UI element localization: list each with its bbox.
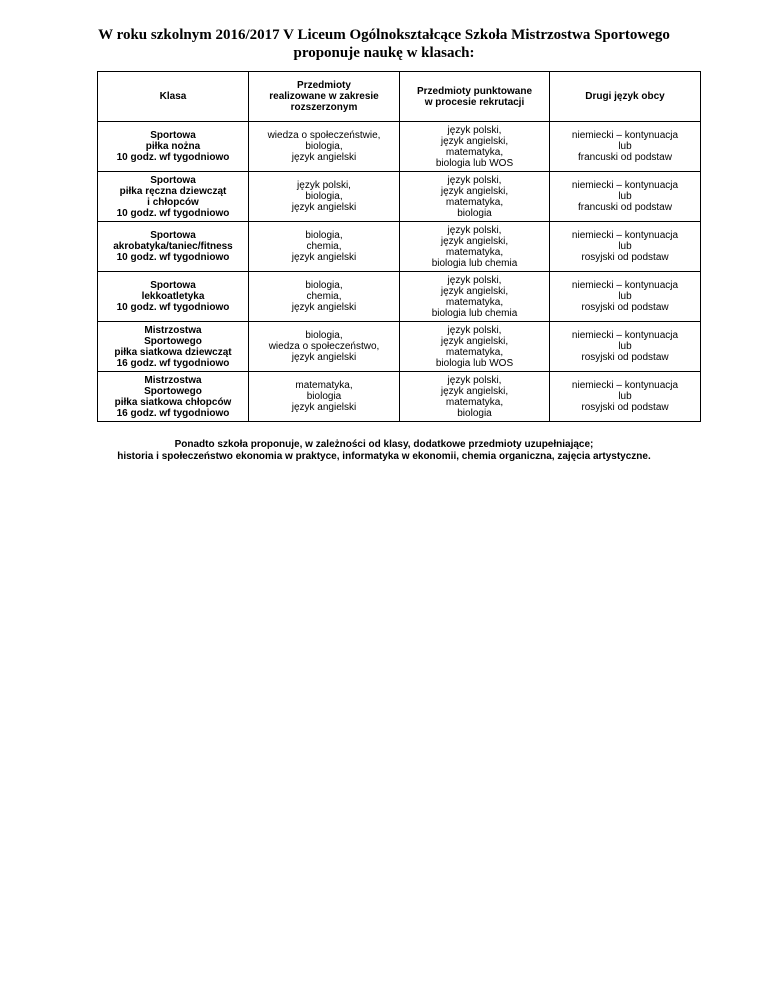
cell-line: niemiecki – kontynuacja bbox=[571, 180, 679, 191]
cell-line: biologia lub chemia bbox=[431, 307, 518, 319]
cell-line: język angielski bbox=[291, 302, 357, 313]
header-cell bbox=[550, 72, 701, 122]
cell-line: matematyka, bbox=[445, 296, 504, 308]
cell-line: 16 godz. wf tygodniowo bbox=[116, 357, 230, 369]
cell-line: Sportowego bbox=[144, 335, 202, 347]
cell-line: biologia lub WOS bbox=[435, 357, 514, 369]
header-cell bbox=[98, 72, 249, 122]
classes-table bbox=[97, 71, 701, 422]
cell-line: Drugi język obcy bbox=[585, 91, 665, 102]
cell-line: matematyka, bbox=[445, 196, 504, 208]
cell-line: wiedza o społeczeństwie, bbox=[267, 130, 381, 141]
cell-line: niemiecki – kontynuacja bbox=[571, 280, 679, 291]
scored-subjects-cell bbox=[400, 222, 550, 272]
extended-subjects-cell bbox=[249, 122, 400, 172]
cell-line: Mistrzostwa bbox=[144, 374, 202, 386]
cell-line: rozszerzonym bbox=[290, 102, 358, 113]
cell-line: biologia, bbox=[305, 191, 343, 202]
class-cell bbox=[98, 322, 249, 372]
cell-line: język polski, bbox=[297, 180, 351, 191]
cell-line: Sportowa bbox=[150, 280, 196, 291]
cell-line: Sportowa bbox=[150, 130, 196, 141]
second-language-cell bbox=[550, 222, 701, 272]
cell-line: 10 godz. wf tygodniowo bbox=[116, 152, 230, 163]
header-cell bbox=[249, 72, 400, 122]
title-line-2: proponuje naukę w klasach: bbox=[293, 45, 475, 61]
table-row bbox=[98, 272, 701, 322]
cell-line: język angielski, bbox=[440, 185, 509, 197]
table-row bbox=[98, 122, 701, 172]
cell-line: biologia, bbox=[305, 230, 343, 241]
cell-line: Sportowa bbox=[150, 174, 196, 186]
cell-line: biologia lub WOS bbox=[435, 157, 514, 169]
cell-line: biologia, bbox=[305, 330, 343, 341]
title-line-1: W roku szkolnym 2016/2017 V Liceum Ogólnokształcące Szkoła Mistrzostwa Sportowego bbox=[98, 27, 670, 43]
scored-subjects-cell bbox=[400, 322, 550, 372]
cell-line: i chłopców bbox=[147, 196, 199, 208]
cell-line: chemia, bbox=[306, 291, 342, 302]
class-cell bbox=[98, 222, 249, 272]
cell-line: biologia bbox=[457, 207, 492, 219]
cell-line: język polski, bbox=[447, 124, 502, 136]
cell-line: matematyka, bbox=[445, 346, 504, 358]
cell-line: rosyjski od podstaw bbox=[581, 302, 669, 313]
header-cell bbox=[400, 72, 550, 122]
table-row bbox=[98, 222, 701, 272]
cell-line: język angielski, bbox=[440, 335, 509, 347]
extended-subjects-cell bbox=[249, 222, 400, 272]
cell-line: 10 godz. wf tygodniowo bbox=[116, 207, 230, 219]
cell-line: matematyka, bbox=[445, 246, 504, 258]
cell-line: 10 godz. wf tygodniowo bbox=[116, 302, 230, 313]
cell-line: język polski, bbox=[447, 174, 502, 186]
cell-line: lub bbox=[618, 391, 632, 402]
cell-line: język angielski bbox=[291, 402, 357, 413]
cell-line: lekkoatletyka bbox=[141, 291, 205, 302]
cell-line: niemiecki – kontynuacja bbox=[571, 380, 679, 391]
table-row bbox=[98, 172, 701, 222]
cell-line: biologia, bbox=[305, 280, 343, 291]
cell-line: język angielski, bbox=[440, 385, 509, 397]
second-language-cell bbox=[550, 122, 701, 172]
scored-subjects-cell bbox=[400, 272, 550, 322]
cell-line: niemiecki – kontynuacja bbox=[571, 330, 679, 341]
cell-line: biologia bbox=[306, 391, 342, 402]
footer-note bbox=[0, 439, 768, 463]
class-cell bbox=[98, 372, 249, 422]
cell-line: język polski, bbox=[447, 274, 502, 286]
classes-table-body bbox=[98, 72, 701, 422]
cell-line: chemia, bbox=[306, 241, 342, 252]
cell-line: piłka siatkowa dziewcząt bbox=[114, 346, 232, 358]
cell-line: francuski od podstaw bbox=[578, 202, 672, 213]
scored-subjects-cell bbox=[400, 122, 550, 172]
cell-line: lub bbox=[618, 291, 632, 302]
cell-line: język angielski bbox=[291, 152, 357, 163]
cell-line: wiedza o społeczeństwo, bbox=[268, 341, 380, 352]
second-language-cell bbox=[550, 322, 701, 372]
cell-line: Przedmioty bbox=[297, 80, 351, 91]
extended-subjects-cell bbox=[249, 272, 400, 322]
cell-line: język polski, bbox=[447, 324, 502, 336]
cell-line: niemiecki – kontynuacja bbox=[571, 130, 679, 141]
cell-line: Przedmioty punktowane bbox=[416, 85, 532, 97]
class-cell bbox=[98, 272, 249, 322]
cell-line: lub bbox=[618, 141, 632, 152]
cell-line: biologia lub chemia bbox=[431, 257, 518, 269]
cell-line: język polski, bbox=[447, 224, 502, 236]
cell-line: biologia bbox=[457, 407, 492, 419]
cell-line: piłka nożna bbox=[145, 141, 201, 152]
cell-line: język polski, bbox=[447, 374, 502, 386]
second-language-cell bbox=[550, 172, 701, 222]
class-cell bbox=[98, 172, 249, 222]
extended-subjects-cell bbox=[249, 172, 400, 222]
cell-line: matematyka, bbox=[445, 146, 504, 158]
extended-subjects-cell bbox=[249, 372, 400, 422]
cell-line: rosyjski od podstaw bbox=[581, 352, 669, 363]
cell-line: lub bbox=[618, 191, 632, 202]
cell-line: Klasa bbox=[159, 91, 187, 102]
cell-line: realizowane w zakresie bbox=[269, 91, 379, 102]
cell-line: 16 godz. wf tygodniowo bbox=[116, 407, 230, 419]
table-row bbox=[98, 322, 701, 372]
cell-line: w procesie rekrutacji bbox=[424, 96, 525, 108]
cell-line: piłka siatkowa chłopców bbox=[114, 396, 232, 408]
cell-line: język angielski, bbox=[440, 285, 509, 297]
extended-subjects-cell bbox=[249, 322, 400, 372]
table-row bbox=[98, 372, 701, 422]
cell-line: Sportowa bbox=[150, 230, 196, 241]
cell-line: 10 godz. wf tygodniowo bbox=[116, 252, 230, 263]
cell-line: matematyka, bbox=[295, 380, 353, 391]
cell-line: niemiecki – kontynuacja bbox=[571, 230, 679, 241]
class-cell bbox=[98, 122, 249, 172]
cell-line: rosyjski od podstaw bbox=[581, 402, 669, 413]
table-header-row bbox=[98, 72, 701, 122]
cell-line: matematyka, bbox=[445, 396, 504, 408]
cell-line: język angielski, bbox=[440, 235, 509, 247]
cell-line: biologia, bbox=[305, 141, 343, 152]
footer-line-2: historia i społeczeństwo ekonomia w praktyce, informatyka w ekonomii, chemia organiczna, zajęcia artystyczne. bbox=[117, 451, 651, 462]
cell-line: rosyjski od podstaw bbox=[581, 252, 669, 263]
scored-subjects-cell bbox=[400, 172, 550, 222]
cell-line: francuski od podstaw bbox=[578, 152, 672, 163]
cell-line: akrobatyka/taniec/fitness bbox=[113, 241, 233, 252]
cell-line: Sportowego bbox=[144, 385, 202, 397]
cell-line: język angielski bbox=[291, 202, 357, 213]
cell-line: Mistrzostwa bbox=[144, 324, 202, 336]
cell-line: piłka ręczna dziewcząt bbox=[119, 185, 227, 197]
cell-line: lub bbox=[618, 341, 632, 352]
second-language-cell bbox=[550, 372, 701, 422]
scored-subjects-cell bbox=[400, 372, 550, 422]
cell-line: język angielski bbox=[291, 252, 357, 263]
cell-line: lub bbox=[618, 241, 632, 252]
cell-line: język angielski bbox=[291, 352, 357, 363]
document-title bbox=[0, 26, 768, 62]
footer-line-1: Ponadto szkoła proponuje, w zależności od klasy, dodatkowe przedmioty uzupełniające; bbox=[174, 439, 594, 450]
cell-line: język angielski, bbox=[440, 135, 509, 147]
second-language-cell bbox=[550, 272, 701, 322]
